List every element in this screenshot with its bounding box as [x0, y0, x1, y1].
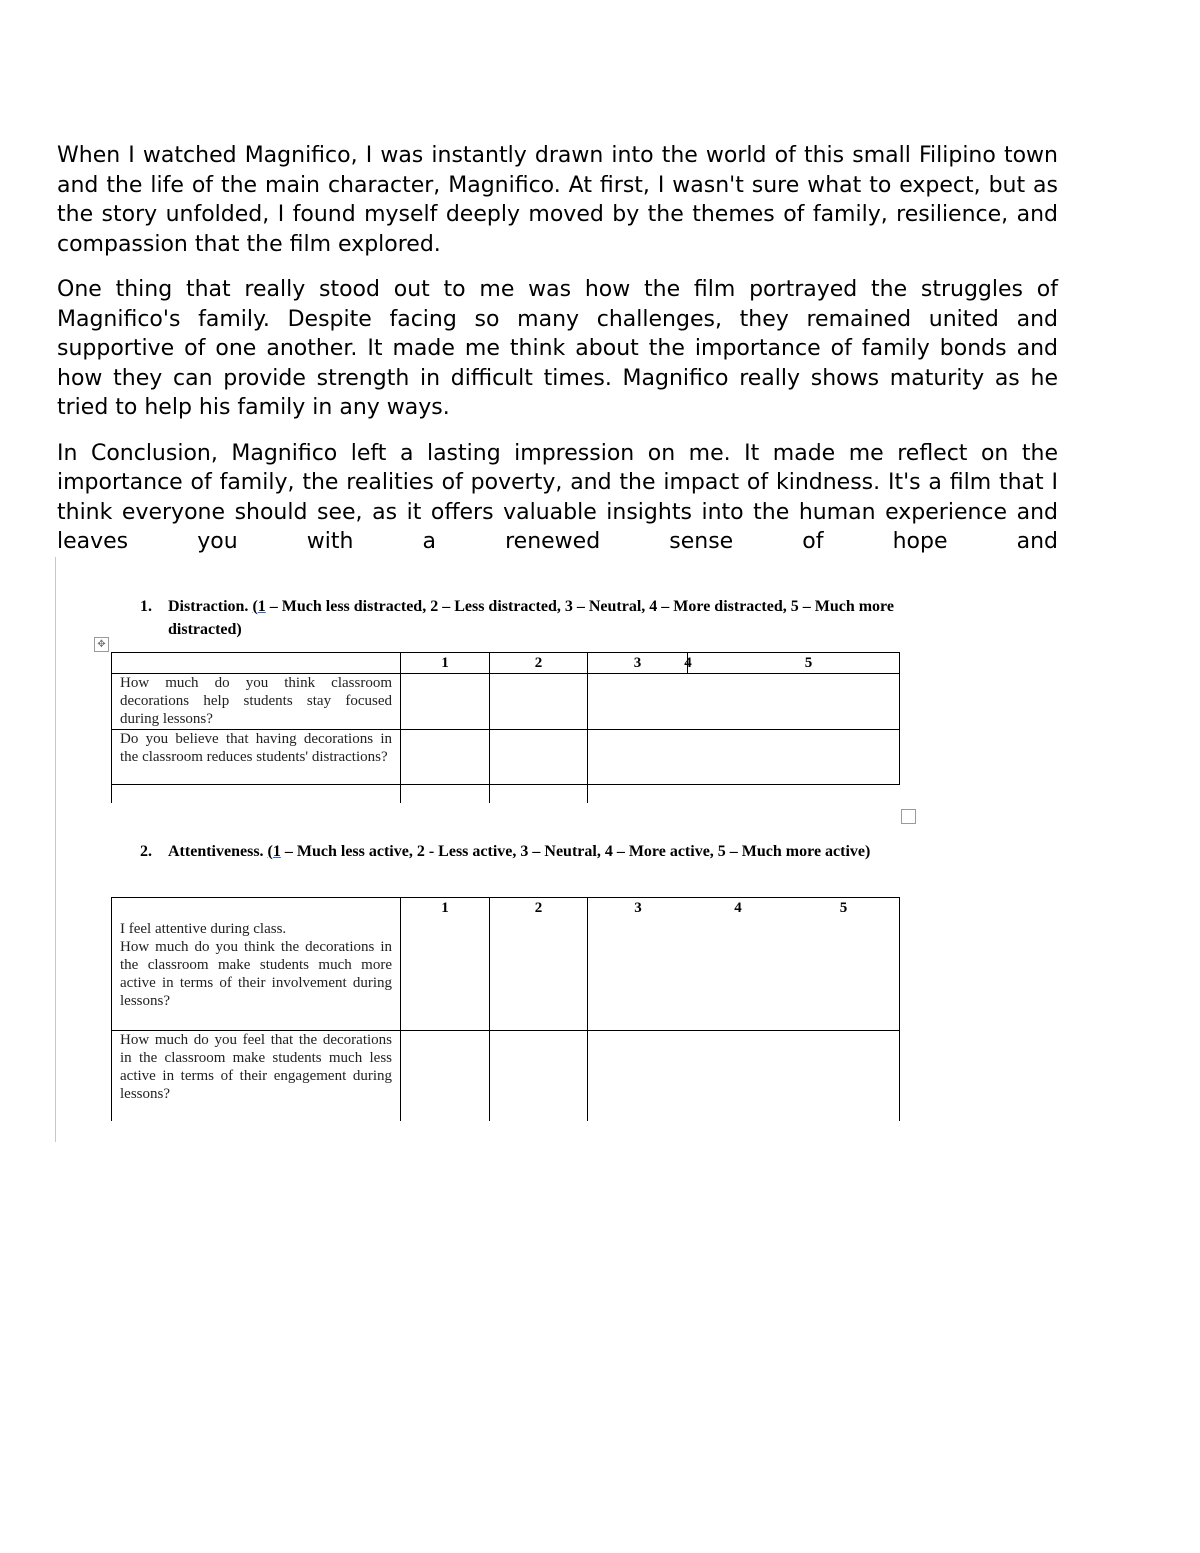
- section-1-heading: 1. Distraction. (1 – Much less distracted, 2 – Less distracted, 3 – Neutral, 4 – More distracted, 5 – Much more distracted): [168, 595, 908, 641]
- section-2-number: 2.: [140, 843, 152, 860]
- section-1-number: 1.: [140, 598, 152, 615]
- table-header-row: [112, 898, 900, 919]
- table-row: [112, 1031, 900, 1122]
- question-cell-group: [112, 898, 401, 1031]
- table-row: [112, 785, 900, 804]
- scale-header-5: 5: [804, 655, 813, 671]
- resize-handle-icon[interactable]: [901, 809, 916, 824]
- answer-cell-3-5[interactable]: [588, 730, 900, 785]
- question-cell: Do you believe that having decorations in the classroom reduces students' distractions?: [112, 730, 401, 785]
- section-1-scale: – Much less distracted, 2 – Less distracted, 3 – Neutral, 4 – More distracted, 5 – Much more distracted): [168, 598, 894, 638]
- question-text: How much do you think the decorations in the classroom make students much more active in terms of their involvement during lessons?: [120, 939, 392, 1009]
- answer-cell-1[interactable]: [401, 730, 490, 785]
- section-2-title: Attentiveness.: [168, 843, 264, 860]
- answer-cell-3-5[interactable]: [588, 1031, 900, 1122]
- scale-header-3: 3: [634, 900, 642, 916]
- table-header-row: [112, 653, 900, 674]
- essay-paragraph-3: In Conclusion, Magnifico left a lasting impression on me. It made me reflect on the importance of family, the realities of poverty, and the impact of kindness. It's a film that I think everyone should see, as it offers valuable insights into the human experience and leaves you with a renewed sense of hope and: [57, 440, 1058, 554]
- embedded-survey-image: [55, 557, 956, 1142]
- table-row: [112, 730, 900, 785]
- section-2-scale: – Much less active, 2 - Less active, 3 – Neutral, 4 – More active, 5 – Much more active): [280, 843, 871, 860]
- scale-header-2: 2: [490, 653, 588, 674]
- answer-cell-2[interactable]: [490, 730, 588, 785]
- scale-header-3: 3: [633, 655, 642, 671]
- table-row: [112, 674, 900, 730]
- question-cell: How much do you feel that the decorations in the classroom make students much less active in terms of their engagement during lessons?: [112, 1031, 401, 1122]
- scale-header-1: 1: [401, 898, 490, 919]
- question-cell: How much do you think classroom decorations help students stay focused during lessons?: [112, 674, 401, 730]
- answer-cell-2[interactable]: [490, 918, 588, 1031]
- answer-cell-1[interactable]: [401, 674, 490, 730]
- question-text: I feel attentive during class.: [120, 921, 287, 937]
- scale-header-5: 5: [839, 900, 848, 916]
- section-1-title: Distraction.: [168, 598, 249, 615]
- answer-cell-3-5[interactable]: [588, 918, 900, 1031]
- scale-header-4: 4: [734, 900, 742, 916]
- answer-cell-2[interactable]: [490, 1031, 588, 1122]
- distraction-table: [111, 652, 900, 803]
- essay-paragraph-2: One thing that really stood out to me was how the film portrayed the struggles of Magnifico's family. Despite facing so many challenges, they remained united and supportive of one another. It made me think about the importance of family bonds and how they can provide strength in difficult times. Magnifico really shows maturity as he tried to help his family in any ways.: [57, 277, 1058, 420]
- section-2-heading: 2. Attentiveness. (1 – Much less active, 2 - Less active, 3 – Neutral, 4 – More active, 5 – Much more active): [168, 840, 938, 863]
- scale-header-1: 1: [401, 653, 490, 674]
- essay-paragraph-1: When I watched Magnifico, I was instantly drawn into the world of this small Filipino town and the life of the main character, Magnifico. At first, I wasn't sure what to expect, but as the story unfolded, I found myself deeply moved by the themes of family, resilience, and compassion that the film explored.: [57, 143, 1058, 257]
- attentiveness-table: [111, 897, 900, 1121]
- answer-cell-1[interactable]: [401, 918, 490, 1031]
- answer-cell-2[interactable]: [490, 674, 588, 730]
- answer-cell-1[interactable]: [401, 1031, 490, 1122]
- scale-header-4: 4: [684, 655, 692, 671]
- move-icon[interactable]: ✥: [94, 637, 109, 652]
- scale-header-2: 2: [490, 898, 588, 919]
- answer-cell-3-5[interactable]: [588, 674, 900, 730]
- essay-text: [57, 141, 1058, 573]
